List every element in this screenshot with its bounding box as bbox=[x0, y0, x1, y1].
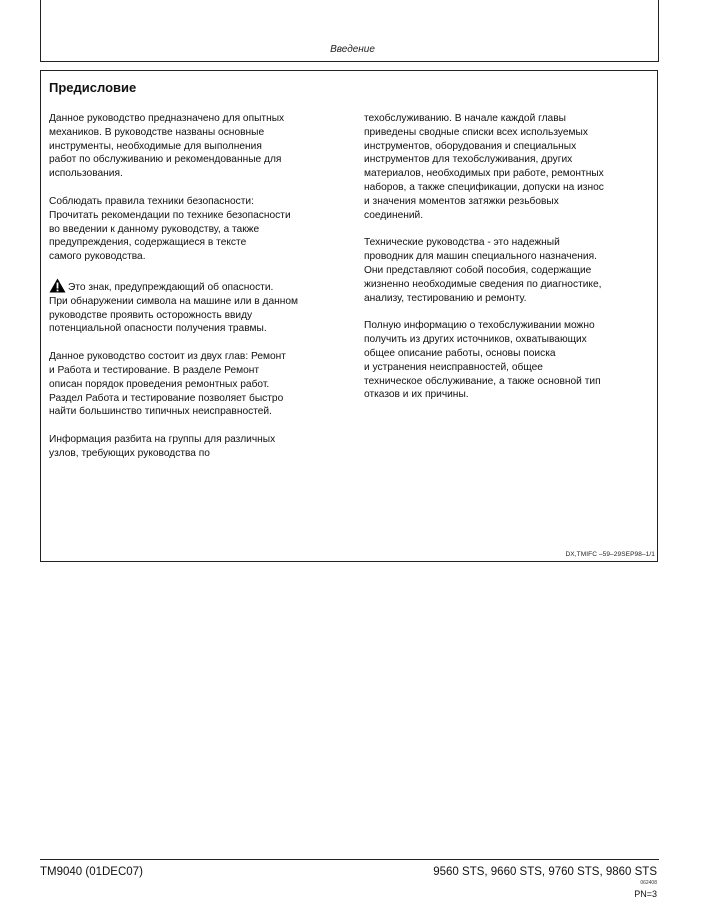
footer-rule bbox=[40, 859, 659, 860]
reference-code: DX,TMIFC –59–29SEP98–1/1 bbox=[565, 551, 655, 558]
manual-id: TM9040 (01DEC07) bbox=[40, 866, 143, 878]
footer-small-code: 062408 bbox=[640, 880, 657, 886]
section-title: Введение bbox=[330, 44, 375, 55]
warning-triangle-icon bbox=[49, 278, 66, 293]
header-rule bbox=[40, 61, 659, 62]
paragraph-groups: Информация разбита на группы для различных узлов, требующих руководства по bbox=[49, 434, 276, 459]
paragraph-lists: техобслуживанию. В начале каждой главы приведены сводные списки всех используемых инструментов, оборудования и специальных инструментов для техобслуживания, других материалов, необходимых при работе, ремонтных наборов, а также спецификации, допуски на износ и значения моментов затяжки резьбовых соединений. bbox=[364, 113, 604, 221]
model-list: 9560 STS, 9660 STS, 9760 STS, 9860 STS bbox=[433, 866, 657, 878]
paragraph-warning bbox=[49, 278, 339, 336]
page-heading: Предисловие bbox=[49, 80, 137, 95]
left-column bbox=[49, 112, 339, 475]
right-column bbox=[364, 112, 654, 416]
paragraph-full-info: Полную информацию о техобслуживании можно получить из других источников, охватывающих общее описание работы, основы поиска и устранения неисправностей, общее техническое обслуживание, а также основной тип отказов и их причины. bbox=[364, 320, 601, 401]
paragraph-technical-manuals: Технические руководства - это надежный проводник для машин специального назначения. Они представляют собой пособия, содержащие жизненно необходимые сведения по диагностике, анализу, тестированию и ремонту. bbox=[364, 237, 602, 304]
paragraph-safety: Соблюдать правила техники безопасности: Прочитать рекомендации по технике безопасности во введении к данному руководству, а также предупреждения, содержащиеся в тексте самого руководства. bbox=[49, 195, 291, 263]
warning-text-rest: При обнаружении символа на машине или в данном руководстве проявить осторожность ввиду потенциальной опасности получения травмы. bbox=[49, 295, 299, 335]
warning-text-first: Это знак, предупреждающий об опасности. bbox=[68, 281, 274, 293]
paragraph-structure: Данное руководство состоит из двух глав: Ремонт и Работа и тестирование. В разделе Ремонт описан порядок проведения ремонтных работ. Раздел Работа и тестирование позволяет быстро найти большинство типичных неисправностей. bbox=[49, 351, 286, 418]
paragraph-intro: Данное руководство предназначено для опытных механиков. В руководстве названы основные инструменты, необходимые для выполнения работ по обслуживанию и рекомендованные для использования. bbox=[49, 113, 285, 180]
page-number: PN=3 bbox=[634, 889, 657, 899]
